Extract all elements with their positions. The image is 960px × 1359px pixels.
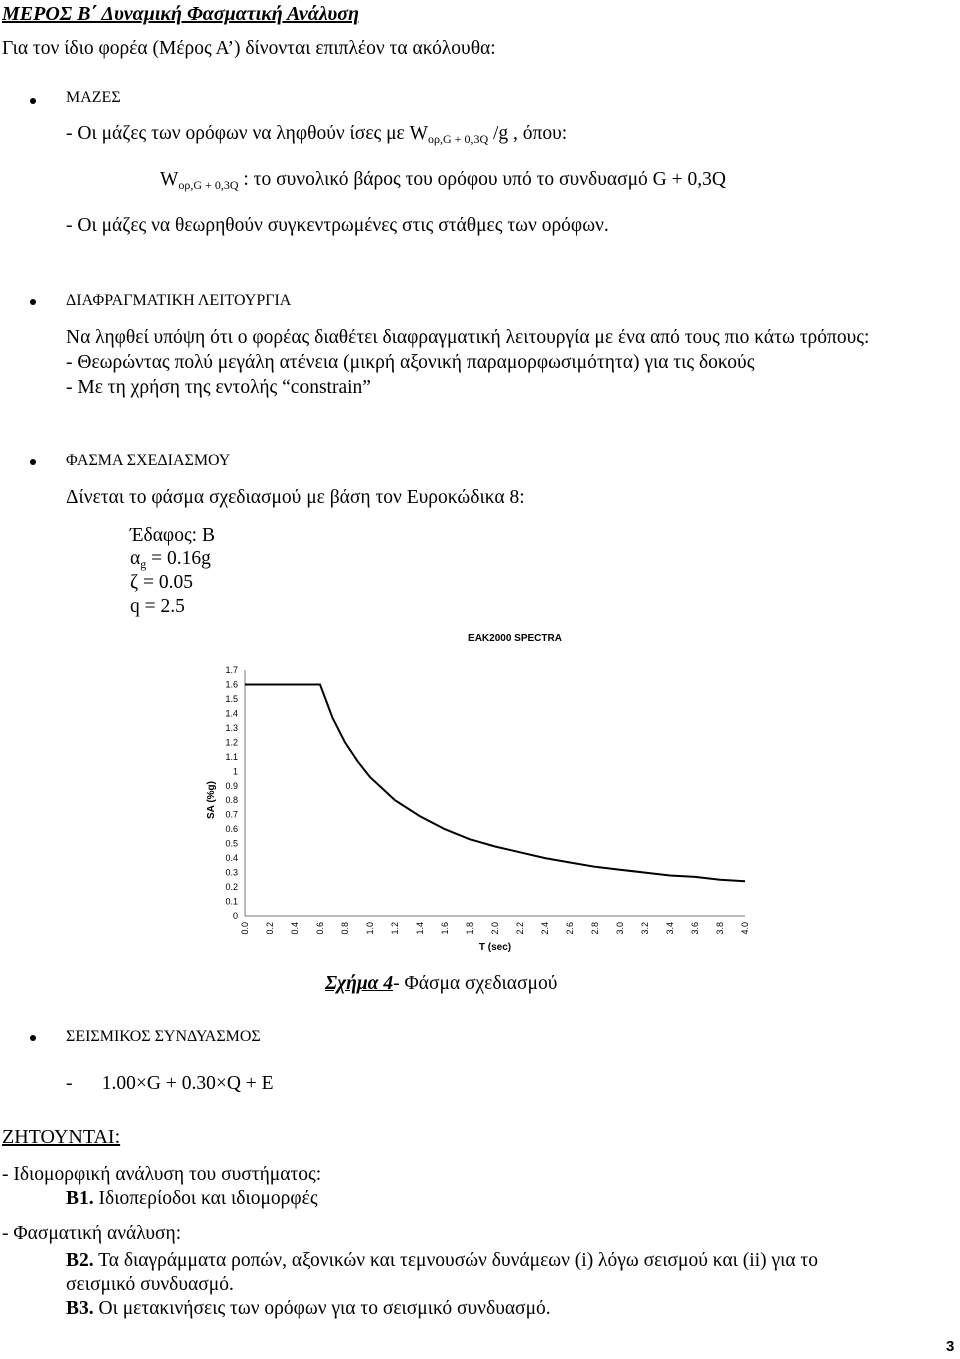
required-b2-number: Β2. xyxy=(66,1250,94,1271)
spectrum-zeta: ζ = 0.05 xyxy=(130,572,193,593)
x-tick-label: 1.4 xyxy=(415,922,425,935)
x-tick-label: 0.0 xyxy=(240,922,250,935)
figure-caption xyxy=(325,972,557,996)
y-tick-label: 0.1 xyxy=(225,896,238,907)
spectrum-line1: Δίνεται το φάσμα σχεδιασμού με βάση τον Ευροκώδικα 8: xyxy=(66,487,525,508)
spectrum-chart xyxy=(190,620,770,960)
x-tick-label: 3.4 xyxy=(665,922,675,935)
page-number: 3 xyxy=(946,1338,955,1355)
chart-title: EAK2000 SPECTRA xyxy=(468,633,562,644)
diaphragm-line1: Να ληφθεί υπόψη ότι ο φορέας διαθέτει διαφραγματική λειτουργία με ένα από τους πιο κάτω τρόπους: xyxy=(66,327,870,348)
intro-text: Για τον ίδιο φορέα (Μέρος Α’) δίνονται επιπλέον τα ακόλουθα: xyxy=(2,38,496,59)
x-axis-ticks xyxy=(240,922,750,935)
y-tick-label: 0.7 xyxy=(225,809,238,820)
x-tick-label: 1.6 xyxy=(440,922,450,935)
y-tick-label: 0.8 xyxy=(225,795,238,806)
required-b1 xyxy=(66,1187,318,1211)
y-tick-label: 1.4 xyxy=(225,708,238,719)
x-tick-label: 1.0 xyxy=(365,922,375,935)
required-heading: ΖΗΤΟΥΝΤΑΙ: xyxy=(2,1126,121,1148)
y-tick-label: 0.3 xyxy=(225,867,238,878)
y-axis-label: SA (%g) xyxy=(206,781,217,819)
y-tick-label: 0.9 xyxy=(225,780,238,791)
x-tick-label: 0.4 xyxy=(290,922,300,935)
required-b2-line1 xyxy=(66,1249,818,1273)
y-tick-label: 1 xyxy=(232,766,238,777)
y-tick-label: 0 xyxy=(232,911,238,921)
x-tick-label: 3.6 xyxy=(690,922,700,935)
diaphragm-line3: - Με τη χρήση της εντολής “constrain” xyxy=(66,377,371,398)
x-tick-label: 3.2 xyxy=(640,922,650,935)
x-axis-label: T (sec) xyxy=(478,942,512,953)
y-tick-label: 1.6 xyxy=(225,679,238,690)
masses-line1-prefix: - Οι μάζες των ορόφων να ληφθούν ίσες με W xyxy=(66,123,429,144)
y-tick-label: 1.3 xyxy=(225,722,238,733)
y-tick-label: 1.7 xyxy=(225,665,238,675)
y-tick-label: 0.2 xyxy=(225,882,238,893)
spectrum-ag-suffix: = 0.16g xyxy=(146,548,211,569)
required-spectral-label: - Φασματική ανάλυση: xyxy=(2,1223,182,1244)
required-b2-line2: σεισμικό συνδυασμό. xyxy=(66,1274,234,1295)
seismic-heading: ΣΕΙΣΜΙΚΟΣ ΣΥΝΔΥΑΣΜΟΣ xyxy=(66,1028,261,1045)
x-tick-label: 4.0 xyxy=(740,922,750,935)
x-tick-label: 2.8 xyxy=(590,922,600,935)
spectrum-q: q = 2.5 xyxy=(130,596,185,617)
x-tick-label: 1.2 xyxy=(390,922,400,935)
masses-line2-suffix: : το συνολικό βάρος του ορόφου υπό το συνδυασμό G + 0,3Q xyxy=(238,169,726,190)
figure-caption-number: Σχήμα 4 xyxy=(325,973,394,994)
x-tick-label: 3.0 xyxy=(615,922,625,935)
page-title-text: ΜΕΡΟΣ Β΄ Δυναμική Φασματική Ανάλυση xyxy=(2,3,359,25)
x-tick-label: 0.2 xyxy=(265,922,275,935)
required-b3-number: Β3. xyxy=(66,1298,94,1319)
x-tick-label: 3.8 xyxy=(715,922,725,935)
diaphragm-line2: - Θεωρώντας πολύ μεγάλη ατένεια (μικρή αξονική παραμορφωσιμότητα) για τις δοκούς xyxy=(66,352,755,373)
y-tick-label: 1.1 xyxy=(225,751,238,762)
required-b1-text: Ιδιοπερίοδοι και ιδιομορφές xyxy=(93,1188,318,1209)
spectrum-ag-prefix: α xyxy=(130,548,141,569)
required-b3-text: Οι μετακινήσεις των ορόφων για το σεισμικό συνδυασμό. xyxy=(93,1298,551,1319)
x-tick-label: 2.2 xyxy=(515,922,525,935)
y-tick-label: 0.5 xyxy=(225,838,238,849)
masses-line2-prefix: W xyxy=(160,169,179,190)
masses-line1 xyxy=(66,122,567,151)
y-tick-label: 0.6 xyxy=(225,824,238,835)
x-tick-label: 2.6 xyxy=(565,922,575,935)
required-b3 xyxy=(66,1297,551,1321)
figure-caption-text: - Φάσμα σχεδιασμού xyxy=(393,973,558,994)
x-tick-label: 2.4 xyxy=(540,922,550,935)
required-b2-text-line1: Τα διαγράμματα ροπών, αξονικών και τεμνουσών δυνάμεων (i) λόγω σεισμού και (ii) για το xyxy=(93,1250,819,1271)
required-modal-label: - Ιδιομορφική ανάλυση του συστήματος: xyxy=(2,1164,322,1185)
y-axis-ticks xyxy=(225,665,238,921)
x-tick-label: 1.8 xyxy=(465,922,475,935)
bullet-seismic xyxy=(30,1035,36,1041)
masses-line1-sub: ορ,G + 0,3Q xyxy=(428,132,489,146)
required-b1-number: Β1. xyxy=(66,1188,94,1209)
bullet-masses xyxy=(30,98,36,104)
spectrum-series-line xyxy=(245,685,745,882)
x-tick-label: 2.0 xyxy=(490,922,500,935)
bullet-diaphragm xyxy=(30,299,36,305)
y-tick-label: 0.4 xyxy=(225,853,238,864)
masses-line2-sub: ορ,G + 0,3Q xyxy=(178,178,239,192)
spectrum-ag-sub: g xyxy=(140,557,147,571)
bullet-spectrum xyxy=(30,459,36,465)
seismic-formula: - 1.00×G + 0.30×Q + E xyxy=(66,1073,274,1094)
spectrum-heading: ΦΑΣΜΑ ΣΧΕΔΙΑΣΜΟΥ xyxy=(66,452,231,469)
x-tick-label: 0.8 xyxy=(340,922,350,935)
y-tick-label: 1.2 xyxy=(225,737,238,748)
masses-line2 xyxy=(160,168,726,197)
page-title xyxy=(2,2,359,26)
masses-line3: - Οι μάζες να θεωρηθούν συγκεντρωμένες στις στάθμες των ορόφων. xyxy=(66,215,609,236)
diaphragm-heading: ΔΙΑΦΡΑΓΜΑΤΙΚΗ ΛΕΙΤΟΥΡΓΙΑ xyxy=(66,292,292,309)
masses-heading: ΜΑΖΕΣ xyxy=(66,89,121,106)
x-tick-label: 0.6 xyxy=(315,922,325,935)
masses-line1-suffix: /g , όπου: xyxy=(488,123,568,144)
y-tick-label: 1.5 xyxy=(225,693,238,704)
spectrum-soil: Έδαφος: Β xyxy=(130,525,215,546)
